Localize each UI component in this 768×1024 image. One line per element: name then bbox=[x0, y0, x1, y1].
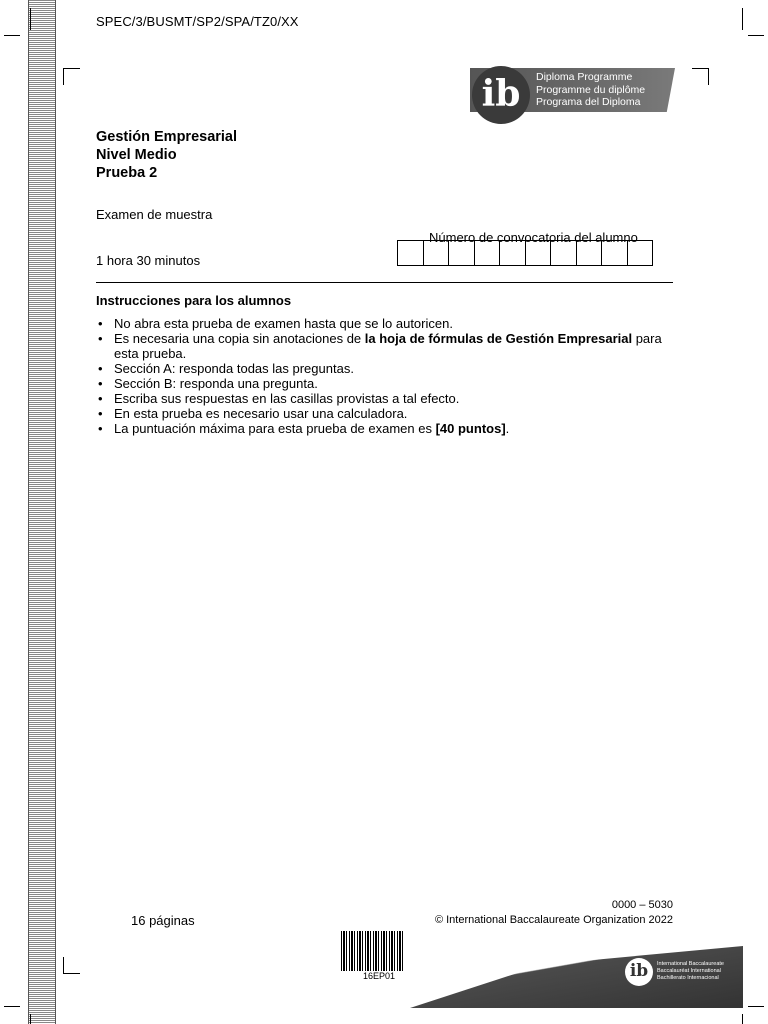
barcode bbox=[341, 931, 403, 971]
logo-line-fr: Programme du diplôme bbox=[536, 83, 646, 96]
instruction-item: • La puntuación máxima para esta prueba de examen es [40 puntos]. bbox=[96, 421, 676, 436]
candidate-number-box[interactable] bbox=[601, 240, 628, 266]
ib-logo-text bbox=[536, 71, 645, 109]
candidate-number-label: Número de convocatoria del alumno bbox=[429, 230, 638, 245]
logo-line-en: Diploma Programme bbox=[536, 71, 633, 83]
instruction-item: • Escriba sus respuestas en las casillas provistas a tal efecto. bbox=[96, 391, 676, 406]
subject-name: Gestión Empresarial bbox=[96, 129, 238, 145]
corner-bracket-bottom-left bbox=[63, 957, 80, 974]
instruction-item: • Es necesaria una copia sin anotaciones de la hoja de fórmulas de Gestión Empresarial para esta prueba. bbox=[96, 331, 676, 361]
logo-line-es: Programa del Diploma bbox=[536, 96, 641, 108]
instruction-item: • En esta prueba es necesario usar una calculadora. bbox=[96, 406, 676, 421]
candidate-number-box[interactable] bbox=[474, 240, 501, 266]
copyright: © International Baccalaureate Organization 2022 bbox=[434, 914, 673, 926]
crop-mark-top-left bbox=[30, 8, 31, 30]
ib-logo-icon: ib bbox=[472, 66, 530, 124]
exam-type: Examen de muestra bbox=[96, 207, 213, 222]
crop-mark-top-right bbox=[742, 8, 743, 30]
binding-margin-strip bbox=[28, 0, 56, 1024]
page-count: 16 páginas bbox=[131, 913, 195, 928]
candidate-number-box[interactable] bbox=[576, 240, 603, 266]
crop-mark-left-bottom bbox=[4, 1006, 20, 1007]
crop-mark-bottom-left bbox=[30, 1014, 31, 1024]
candidate-number-box[interactable] bbox=[627, 240, 654, 266]
instruction-item: • Sección A: responda todas las preguntas. bbox=[96, 361, 676, 376]
ib-footer-logo-text bbox=[657, 961, 724, 982]
candidate-number-box[interactable] bbox=[499, 240, 526, 266]
footer-logo-line-es: Bachillerato Internacional bbox=[657, 975, 719, 981]
subject-level: Nivel Medio bbox=[96, 147, 177, 163]
instruction-item: • No abra esta prueba de examen hasta que se lo autoricen. bbox=[96, 316, 676, 331]
candidate-number-box[interactable] bbox=[525, 240, 552, 266]
exam-code: SPEC/3/BUSMT/SP2/SPA/TZ0/XX bbox=[96, 14, 299, 29]
candidate-number-box[interactable] bbox=[423, 240, 450, 266]
crop-mark-bottom-right bbox=[742, 1014, 743, 1024]
subject-title bbox=[96, 128, 237, 182]
ib-footer-logo-icon: ib bbox=[625, 958, 653, 986]
barcode-label: 16EP01 bbox=[363, 971, 396, 981]
corner-bracket-top-left bbox=[63, 68, 80, 85]
divider-line bbox=[96, 282, 673, 283]
candidate-number-box[interactable] bbox=[550, 240, 577, 266]
candidate-number-boxes bbox=[398, 240, 653, 266]
corner-bracket-top-right bbox=[692, 68, 709, 85]
footer-logo-line-fr: Baccalauréat International bbox=[657, 968, 721, 974]
crop-mark-right-top bbox=[748, 35, 764, 36]
instruction-item: • Sección B: responda una pregunta. bbox=[96, 376, 676, 391]
crop-mark-right-bottom bbox=[748, 1006, 764, 1007]
footer-logo-line-en: International Baccalaureate bbox=[657, 961, 724, 967]
instructions-list bbox=[96, 316, 676, 436]
exam-duration: 1 hora 30 minutos bbox=[96, 253, 201, 268]
crop-mark-left-top bbox=[4, 35, 20, 36]
exam-number: 0000 – 5030 bbox=[611, 899, 673, 911]
instructions-title: Instrucciones para los alumnos bbox=[96, 293, 292, 308]
paper-number: Prueba 2 bbox=[96, 165, 158, 181]
candidate-number-box[interactable] bbox=[448, 240, 475, 266]
candidate-number-box[interactable] bbox=[397, 240, 424, 266]
